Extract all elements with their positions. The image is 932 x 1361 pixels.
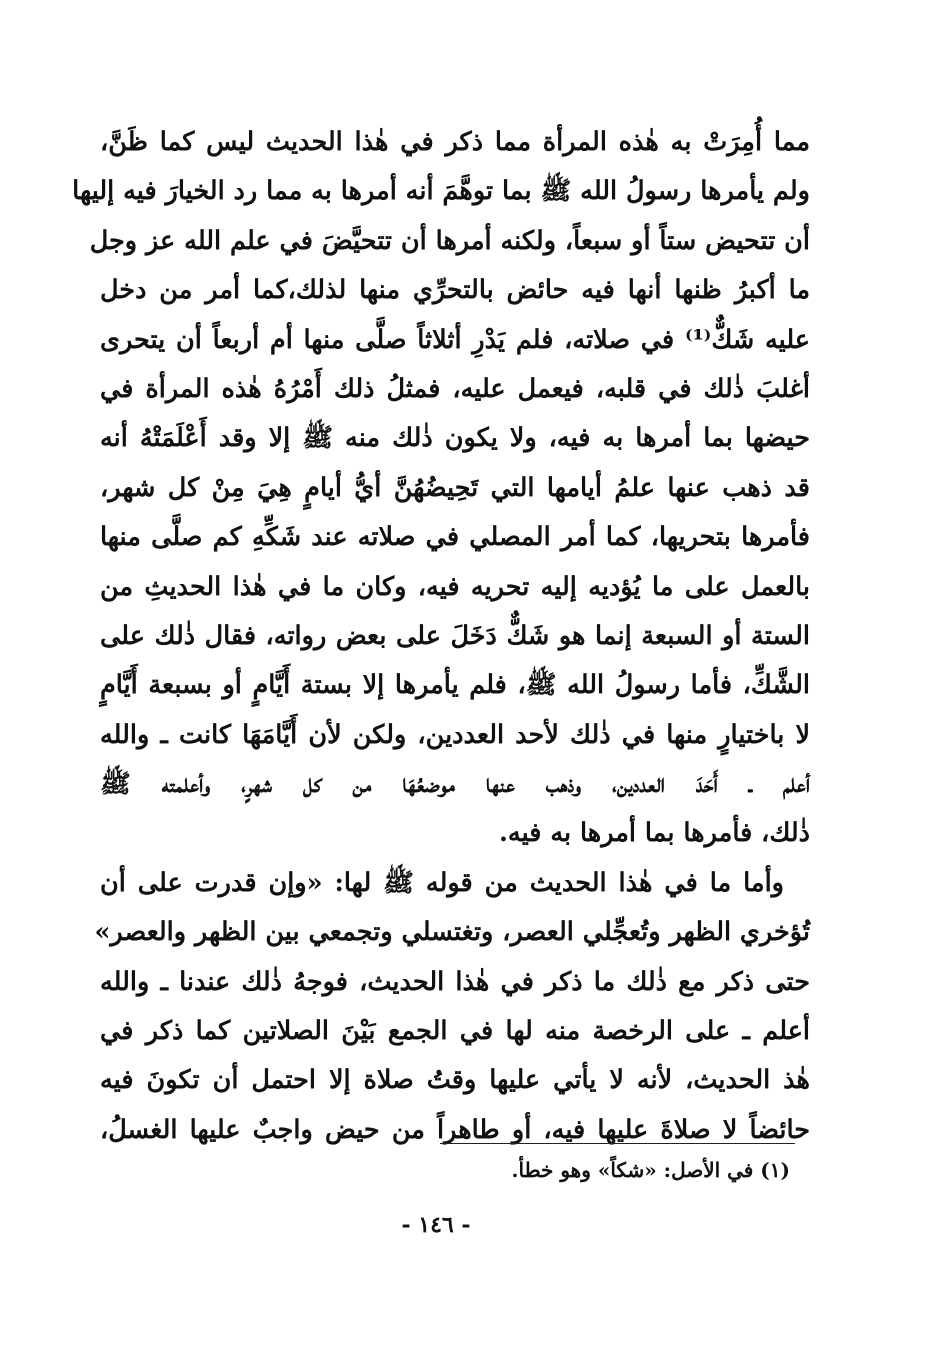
footnote: (١) في الأصل: «شكاً» وهو خطأ. bbox=[511, 1158, 790, 1182]
text-line: فأمرها بتحريها، كما أمر المصلي في صلاته عند شَكِّهِ كم صلَّى منها bbox=[100, 522, 810, 553]
text-line: أعلم ـ على الرخصة منه لها في الجمع بَيْنَ الصلاتين كما ذكر في bbox=[100, 1016, 810, 1047]
text-line: حتى ذكر مع ذٰلك ما ذكر في هٰذا الحديث، فوجهُ ذٰلك عندنا ـ والله bbox=[100, 966, 810, 997]
text-line: لا باختيارٍ منها في ذٰلك لأحد العددين، ولكن لأن أَيَّامَهَا كانت ـ والله bbox=[100, 719, 810, 750]
main-text bbox=[72, 118, 810, 1155]
text-line: بالعمل على ما يُؤديه إليه تحريه فيه، وكان ما في هٰذا الحديثِ من bbox=[100, 571, 810, 602]
paragraph-end-line: ذٰلك، فأمرها بما أمرها به فيه. bbox=[499, 818, 810, 849]
text-line: أن تتحيض ستاً أو سبعاً، ولكنه أمرها أن تتحيَّضَ في علم الله عز وجل bbox=[89, 225, 810, 256]
paragraph-start-line: وأما ما في هٰذا الحديث من قوله ﷺ لها: «وإن قدرت على أن bbox=[100, 867, 784, 898]
text-line: عليه شَكٌّ⁽¹⁾ في صلاته، فلم يَدْرِ أثلاثاً صلَّى منها أم أربعاً أن يتحرى bbox=[100, 324, 810, 355]
text-line: أعلم ـ أَحَدَ العددين، وذهب عنها موضعُهَا من كل شهرٍ، وأعلمته ﷺ bbox=[100, 769, 810, 800]
text-line: ما أكبرُ ظنها أنها فيه حائض بالتحرِّي منها لذلك،كما أمر من دخل bbox=[100, 275, 810, 306]
text-line: قد ذهب عنها علمُ أيامها التي تَحِيضُهُنَّ أيُّ أيامٍ هِيَ مِنْ كل شهر، bbox=[100, 472, 810, 503]
text-line: ولم يأمرها رسولُ الله ﷺ بما توهَّمَ أنه أمرها به مما رد الخيارَ فيه إليها bbox=[72, 176, 810, 207]
text-line: حيضها بما أمرها به فيه، ولا يكون ذٰلك منه ﷺ إلا وقد أَعْلَمَتْهُ أنه bbox=[100, 423, 810, 454]
text-line: مما أُمِرَتْ به هٰذه المرأة مما ذكر في هٰذا الحديث ليس كما ظَنَّ، bbox=[100, 127, 810, 157]
text-line: الشَّكِّ، فأما رسولُ الله ﷺ، فلم يأمرها إلا بستة أَيَّامٍ أو بسبعة أَيَّامٍ bbox=[100, 670, 810, 701]
footnote-divider bbox=[440, 1143, 795, 1144]
text-line: الستة أو السبعة إنما هو شَكٌّ دَخَلَ على بعض رواته، فقال ذٰلك على bbox=[100, 620, 810, 651]
text-line: هٰذ الحديث، لأنه لا يأتي عليها وقتُ صلاة إلا احتمل أن تكونَ فيه bbox=[100, 1065, 810, 1096]
text-line: حائضاً لا صلاةَ عليها فيه، أو طاهراً من حيض واجبٌ عليها الغسلُ، bbox=[100, 1114, 810, 1145]
page-number: - ١٤٦ - bbox=[401, 1212, 471, 1238]
text-line: أغلبَ ذٰلك في قلبه، فيعمل عليه، فمثلُ ذلك أَمْرُهُ هٰذه المرأة في bbox=[100, 373, 810, 404]
text-line: تُؤخري الظهر وتُعجِّلي العصر، وتغتسلي وتجمعي بين الظهر والعصر» bbox=[94, 917, 810, 948]
